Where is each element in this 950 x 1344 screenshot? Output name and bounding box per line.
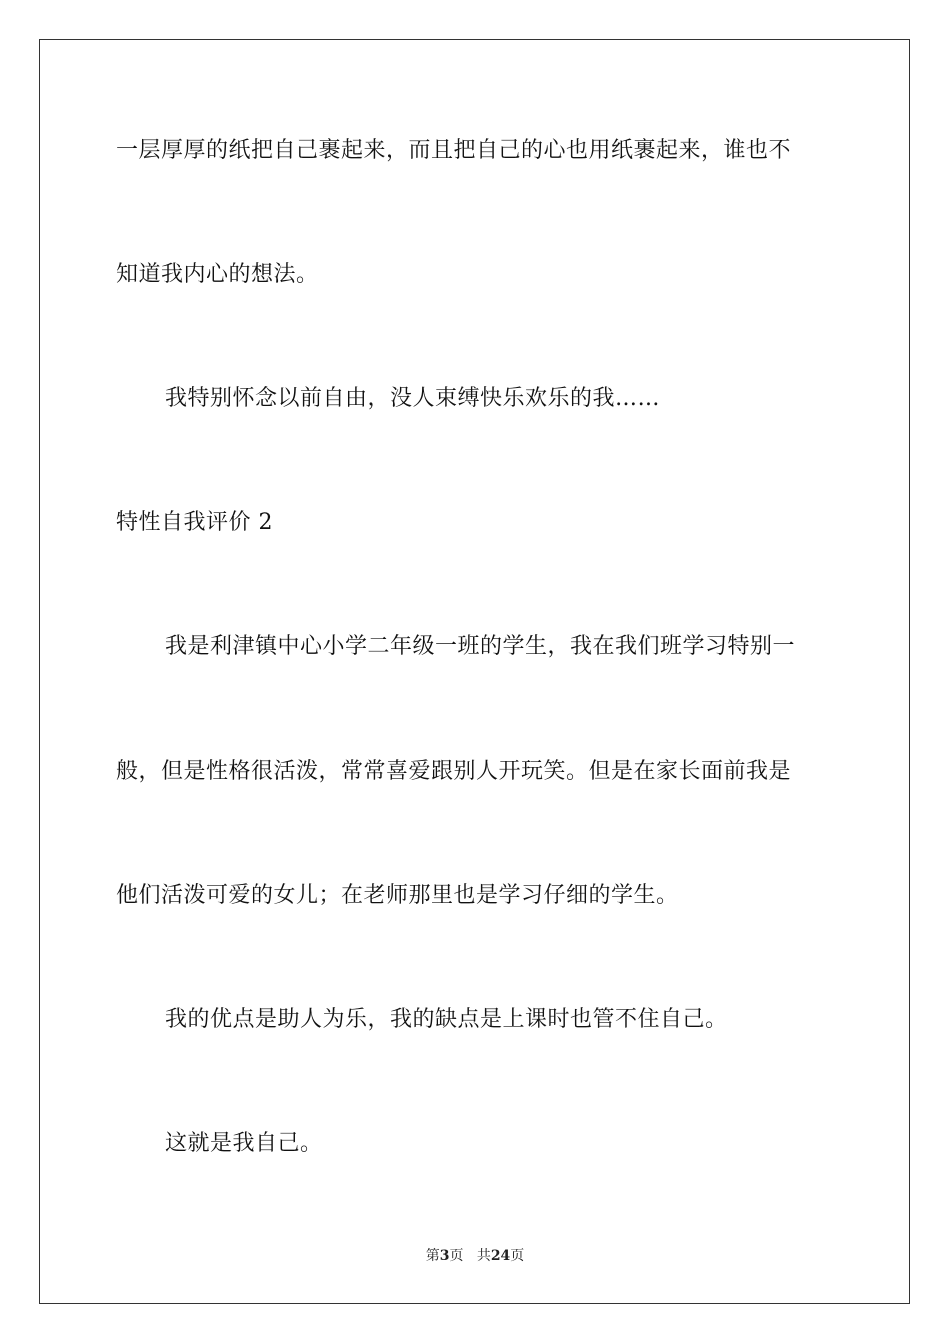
text-line-9: 这就是我自己。 [165,1131,323,1156]
page-prefix: 第 [425,1248,440,1264]
text-line-3: 我特别怀念以前自由，没人束缚快乐欢乐的我…… [165,386,661,411]
text-line-5: 我是利津镇中心小学二年级一班的学生，我在我们班学习特别一 [165,634,796,659]
page-border [39,39,910,1304]
total-prefix: 共 [476,1248,491,1264]
text-line-6: 般，但是性格很活泼，常常喜爱跟别人开玩笑。但是在家长面前我是 [116,759,792,784]
text-line-1: 一层厚厚的纸把自己裹起来，而且把自己的心也用纸裹起来，谁也不 [116,138,792,163]
page-footer [0,1246,950,1266]
page-suffix: 页 [449,1248,464,1264]
section-heading: 特性自我评价 2 [116,510,273,535]
page-number: 3 [439,1248,450,1264]
text-line-2: 知道我内心的想法。 [116,262,319,287]
total-suffix: 页 [510,1248,525,1264]
total-pages: 24 [490,1248,511,1264]
text-line-7: 他们活泼可爱的女儿；在老师那里也是学习仔细的学生。 [116,883,679,908]
text-line-8: 我的优点是助人为乐，我的缺点是上课时也管不住自己。 [165,1007,728,1032]
